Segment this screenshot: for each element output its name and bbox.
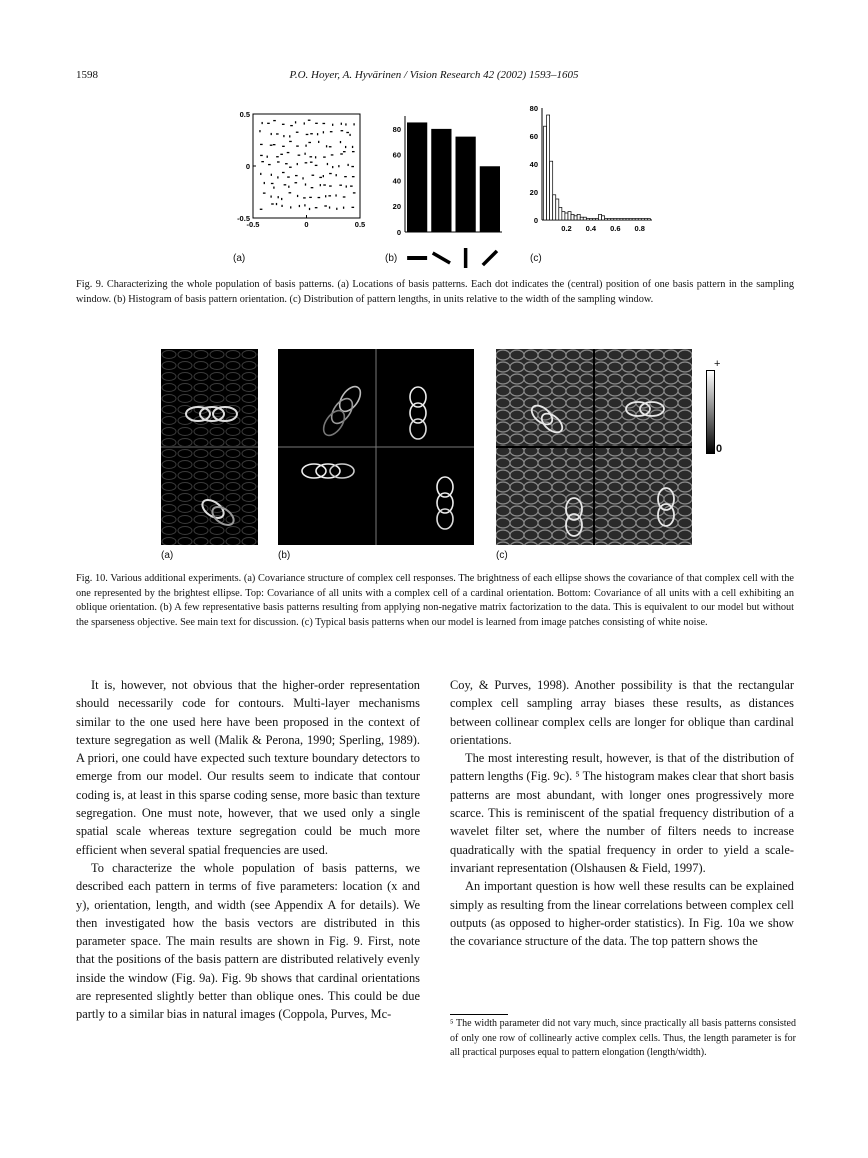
paragraph: It is, however, not obvious that the higher-order representation should necessarily code for contours. Multi-layer mechanisms similar to the one used here have been proposed in the context of texture segregation as well (Malik & Perona, 1990; Sperling, 1989). A priori, one could have expected such texture boundary detectors to emerge from our model. Our results seem to indicate that contour coding is, at least in this sparse coding sense, more basic than texture segregation. One must note, however, that we used only a single spatial scale whereas texture segregation could be much more efficient when several spatial frequencies are used. — [76, 678, 420, 857]
scatter-point — [308, 120, 311, 121]
y-tick-label: 80 — [392, 124, 401, 134]
scatter-point — [345, 146, 346, 148]
scatter-point — [340, 141, 341, 143]
scatter-point — [328, 195, 331, 196]
scatter-point — [350, 185, 353, 186]
paragraph: Coy, & Purves, 1998). Another possibility is that the rectangular complex cell sampling array biases these results, as distances between collinear complex cells are longer for oblique than cardinal orientations. — [450, 678, 794, 747]
scatter-point — [315, 165, 318, 166]
scatter-point — [273, 187, 274, 189]
scatter-point — [306, 134, 309, 135]
fig9-panel-label-b: (b) — [385, 253, 398, 264]
y-tick-label: 0 — [533, 216, 538, 225]
scatter-point — [331, 154, 334, 155]
histogram-bar — [644, 219, 647, 220]
histogram-bar — [629, 219, 632, 220]
histogram-bar — [559, 207, 562, 220]
scatter-point — [341, 123, 342, 125]
fig9-caption: Fig. 9. Characterizing the whole population of basis patterns. (a) Locations of basis patterns. Each dot indicates the (central) position of one basis pattern in the sampling window. (b) Histogram of basis pattern orientation. (c) Distribution of pattern lengths, in units relative to the width of the sampling window. — [76, 279, 794, 305]
fig10-caption: Fig. 10. Various additional experiments. (a) Covariance structure of complex cell responses. The brightness of each ellipse shows the covariance of that complex cell with the one represented by the brightest ellipse. Top: Covariance of all units with a complex cell of a cardinal orientation. Bottom: Covariance of all units with a cell exhibiting an oblique orientation. (b) A few representative basis patterns resulting from applying non-negative matrix factorization to the data. This is equivalent to our model but without the sparseness objective. See main text for discussion. (c) Typical basis patterns when our model is learned from image patches consisting of white noise. — [76, 573, 794, 628]
x-tick-label: 0 — [304, 220, 309, 229]
y-tick-label: 0 — [245, 162, 250, 171]
scatter-point — [329, 146, 332, 147]
scatter-point — [288, 186, 289, 188]
histogram-bar — [614, 219, 617, 220]
scatter-point — [289, 167, 292, 168]
scatter-point — [259, 130, 260, 132]
scatter-point — [335, 194, 336, 196]
scatter-point — [336, 174, 337, 176]
figure-10 — [0, 340, 868, 570]
paragraph: To characterize the whole population of basis patterns, we described each pattern in terms of five parameters: location (x and y), orientation, length, and width (see Appendix A for details). We then investigated how the basis vectors are distributed in this parameter space. The main results are shown in Fig. 9. First, note that the positions of the basis pattern are distributed relatively evenly inside the window (Fig. 9a). Fig. 9b shows that cardinal orientations are represented slightly better than oblique ones. This could be due partly to a similar bias in natural images (Coppola, Purves, Mc- — [76, 860, 420, 1022]
histogram-bar — [568, 212, 571, 220]
scatter-point — [323, 131, 324, 133]
scatter-point — [273, 120, 276, 121]
scatter-point — [304, 153, 305, 155]
histogram-bar — [599, 214, 602, 220]
scatter-point — [303, 197, 306, 198]
x-tick-label: 0.2 — [561, 224, 572, 233]
histogram-bar — [571, 214, 574, 220]
histogram-bar — [589, 219, 592, 220]
scatter-point — [278, 196, 279, 198]
scatter-point — [260, 173, 261, 175]
histogram-bar — [580, 217, 583, 220]
histogram-bar — [586, 219, 589, 220]
scatter-point — [287, 152, 290, 153]
scatter-point — [289, 192, 292, 193]
histogram-bar — [583, 217, 586, 220]
body-column-right — [450, 676, 794, 950]
fig10-colorbar — [706, 370, 715, 454]
scatter-point — [289, 141, 292, 142]
bar — [407, 122, 427, 232]
fig10-colorbar-top-label: + — [714, 358, 721, 370]
running-header: P.O. Hoyer, A. Hyvärinen / Vision Research 42 (2002) 1593–1605 — [289, 69, 579, 81]
scatter-point — [263, 192, 266, 193]
histogram-bar — [577, 214, 580, 220]
histogram-bar — [641, 219, 644, 220]
scatter-point — [329, 206, 330, 208]
scatter-point — [280, 154, 283, 155]
fig9-panel-label-a: (a) — [233, 253, 246, 264]
scatter-point — [270, 145, 273, 146]
histogram-bar — [562, 212, 565, 220]
histogram-bar — [556, 199, 559, 220]
fig9-panel-label-c: (c) — [530, 253, 542, 264]
bar — [456, 137, 476, 232]
histogram-bar — [611, 219, 614, 220]
scatter-point — [261, 161, 264, 162]
orientation-glyph-icon — [464, 248, 468, 268]
fig10a-image — [161, 349, 258, 545]
scatter-point — [289, 135, 290, 137]
scatter-point — [351, 166, 354, 167]
scatter-point — [296, 132, 299, 133]
y-tick-label: 40 — [392, 176, 401, 186]
body-column-left — [76, 676, 420, 1024]
histogram-bar — [550, 161, 553, 220]
orientation-glyph-icon — [432, 251, 451, 264]
scatter-point — [310, 133, 313, 134]
scatter-point — [277, 161, 280, 162]
scatter-point — [323, 156, 326, 157]
scatter-point — [324, 205, 327, 206]
scatter-point — [326, 145, 327, 147]
scatter-point — [270, 195, 271, 197]
scatter-point — [295, 175, 298, 176]
scatter-point — [284, 184, 287, 185]
scatter-point — [347, 164, 348, 166]
scatter-point — [297, 195, 298, 197]
scatter-point — [319, 177, 322, 178]
scatter-point — [320, 184, 321, 186]
scatter-point — [271, 133, 272, 135]
scatter-point — [315, 123, 318, 124]
scatter-point — [295, 182, 298, 183]
fig10-colorbar-bottom-label: 0 — [716, 443, 723, 455]
scatter-point — [327, 163, 328, 165]
y-tick-label: 0.5 — [239, 110, 250, 119]
y-tick-label: 20 — [529, 188, 538, 197]
bar — [431, 129, 451, 232]
fig9b-orientation-histogram — [380, 110, 515, 270]
scatter-point — [318, 141, 319, 143]
scatter-point — [353, 123, 354, 125]
fig10-panel-label-b: (b) — [278, 550, 291, 561]
scatter-point — [304, 204, 305, 206]
y-tick-label: 0 — [396, 228, 401, 237]
x-tick-label: 0.4 — [585, 224, 597, 233]
scatter-point — [268, 164, 271, 165]
scatter-point — [322, 123, 325, 124]
fig10b-panel — [278, 349, 474, 545]
scatter-point — [329, 185, 332, 186]
scatter-point — [323, 184, 326, 185]
histogram-bar — [626, 219, 629, 220]
scatter-point — [282, 124, 285, 125]
histogram-bar — [547, 115, 550, 220]
scatter-point — [282, 146, 285, 147]
scatter-point — [260, 155, 263, 156]
scatter-point — [281, 198, 282, 200]
scatter-point — [271, 183, 274, 184]
scatter-point — [317, 133, 318, 135]
histogram-bar — [605, 219, 608, 220]
scatter-point — [287, 176, 290, 177]
scatter-point — [271, 203, 274, 204]
x-tick-label: 0.6 — [610, 224, 621, 233]
histogram-bar — [544, 126, 547, 220]
x-tick-label: 0.5 — [354, 220, 366, 229]
scatter-point — [296, 145, 299, 146]
scatter-point — [295, 121, 296, 123]
y-tick-label: 20 — [392, 202, 401, 212]
scatter-point — [262, 122, 263, 124]
scatter-point — [346, 185, 347, 187]
orientation-glyph-icon — [407, 256, 427, 260]
page-number: 1598 — [76, 69, 98, 81]
histogram-bar — [647, 219, 650, 220]
scatter-point — [276, 156, 279, 157]
scatter-point — [309, 197, 312, 198]
scatter-point — [304, 122, 305, 124]
scatter-point — [323, 175, 324, 177]
footnote-rule — [450, 1014, 508, 1015]
fig10-panel-label-a: (a) — [161, 550, 174, 561]
fig10a-panel — [161, 349, 258, 545]
scatter-point — [330, 131, 333, 132]
scatter-point — [340, 153, 343, 154]
scatter-point — [310, 162, 313, 163]
scatter-point — [273, 144, 276, 145]
scatter-point — [285, 163, 288, 164]
scatter-point — [267, 123, 270, 124]
scatter-point — [305, 183, 306, 185]
y-tick-label: 40 — [529, 160, 538, 169]
scatter-point — [318, 197, 321, 198]
scatter-point — [260, 144, 263, 145]
histogram-bar — [565, 213, 568, 220]
scatter-point — [352, 146, 353, 148]
plot-frame — [253, 114, 360, 218]
scatter-point — [305, 162, 308, 163]
scatter-point — [343, 196, 346, 197]
x-tick-label: 0.8 — [634, 224, 645, 233]
scatter-point — [309, 208, 310, 210]
fig9c-length-histogram — [520, 100, 660, 240]
histogram-bar — [638, 219, 641, 220]
scatter-point — [336, 208, 337, 210]
scatter-point — [312, 175, 315, 176]
footnote: ⁵ The width parameter did not vary much, since practically all basis patterns consisted of only one row of collinearly active complex cells. Thus, the length parameter is for all practical purposes equal to pattern elongation (length/width). — [450, 1018, 796, 1058]
scatter-point — [352, 151, 355, 152]
scatter-point — [299, 205, 300, 207]
fig10-panel-label-c: (c) — [496, 550, 508, 561]
histogram-bar — [632, 219, 635, 220]
fig10c-image — [496, 349, 692, 545]
scatter-point — [332, 124, 333, 126]
scatter-point — [282, 172, 285, 173]
scatter-point — [349, 134, 350, 136]
scatter-point — [297, 163, 298, 165]
scatter-point — [353, 192, 356, 193]
fig10b-image — [278, 349, 474, 545]
y-tick-label: -0.5 — [237, 214, 250, 223]
histogram-bar — [620, 219, 623, 220]
histogram-bar — [595, 219, 598, 220]
orientation-glyph-icon — [482, 250, 499, 267]
scatter-point — [352, 207, 355, 208]
y-tick-label: 60 — [392, 150, 401, 160]
paragraph: An important question is how well these results can be explained simply as resulting from the linear correlations between complex cell outputs (as opposed to higher-order statistics). In Fig. 10a we show the covariance structure of the data. The top pattern shows the — [450, 879, 794, 949]
paragraph: The most interesting result, however, is that of the distribution of pattern lengths (Fig. 9c). ⁵ The histogram makes clear that short basis patterns are most abundant, with longer ones progressively more scarce. This is reminiscent of the spatial frequency distribution of a wavelet filter set, where the number of filters needs to increase quadratically with the spatial frequency in order to yield a scale-invariant representation (Olshausen & Field, 1997). — [450, 751, 794, 875]
scatter-point — [267, 156, 268, 158]
scatter-point — [260, 209, 263, 210]
fig9a-scatter-plot — [220, 100, 380, 240]
scatter-point — [305, 145, 306, 147]
scatter-point — [290, 206, 291, 208]
scatter-point — [276, 203, 277, 205]
scatter-point — [338, 165, 339, 167]
scatter-point — [339, 185, 342, 186]
scatter-point — [271, 174, 272, 176]
scatter-point — [344, 176, 347, 177]
scatter-point — [315, 156, 316, 158]
scatter-point — [346, 132, 349, 133]
y-tick-label: 80 — [529, 104, 538, 113]
fig10c-panel — [496, 349, 692, 545]
scatter-point — [308, 142, 311, 143]
scatter-point — [264, 182, 265, 184]
histogram-bar — [553, 195, 556, 220]
histogram-bar — [608, 219, 611, 220]
scatter-point — [345, 123, 346, 125]
bar — [480, 166, 500, 232]
scatter-point — [298, 155, 301, 156]
histogram-bar — [592, 219, 595, 220]
scatter-point — [281, 205, 282, 207]
histogram-bar — [623, 219, 626, 220]
scatter-point — [283, 135, 284, 137]
histogram-bar — [574, 216, 577, 220]
scatter-point — [343, 207, 344, 209]
scatter-point — [277, 176, 278, 178]
x-tick-label: -0.5 — [246, 220, 260, 229]
scatter-point — [311, 187, 314, 188]
histogram-bar — [617, 219, 620, 220]
scatter-point — [329, 173, 332, 174]
scatter-point — [343, 151, 346, 152]
scatter-point — [309, 156, 312, 157]
histogram-bar — [602, 216, 605, 220]
scatter-point — [352, 176, 355, 177]
y-tick-label: 60 — [529, 132, 538, 141]
scatter-point — [290, 125, 293, 126]
scatter-point — [325, 195, 326, 197]
scatter-point — [276, 133, 279, 134]
scatter-point — [341, 130, 344, 131]
scatter-point — [315, 207, 318, 208]
scatter-point — [332, 166, 333, 168]
histogram-bar — [635, 219, 638, 220]
scatter-point — [302, 177, 303, 179]
